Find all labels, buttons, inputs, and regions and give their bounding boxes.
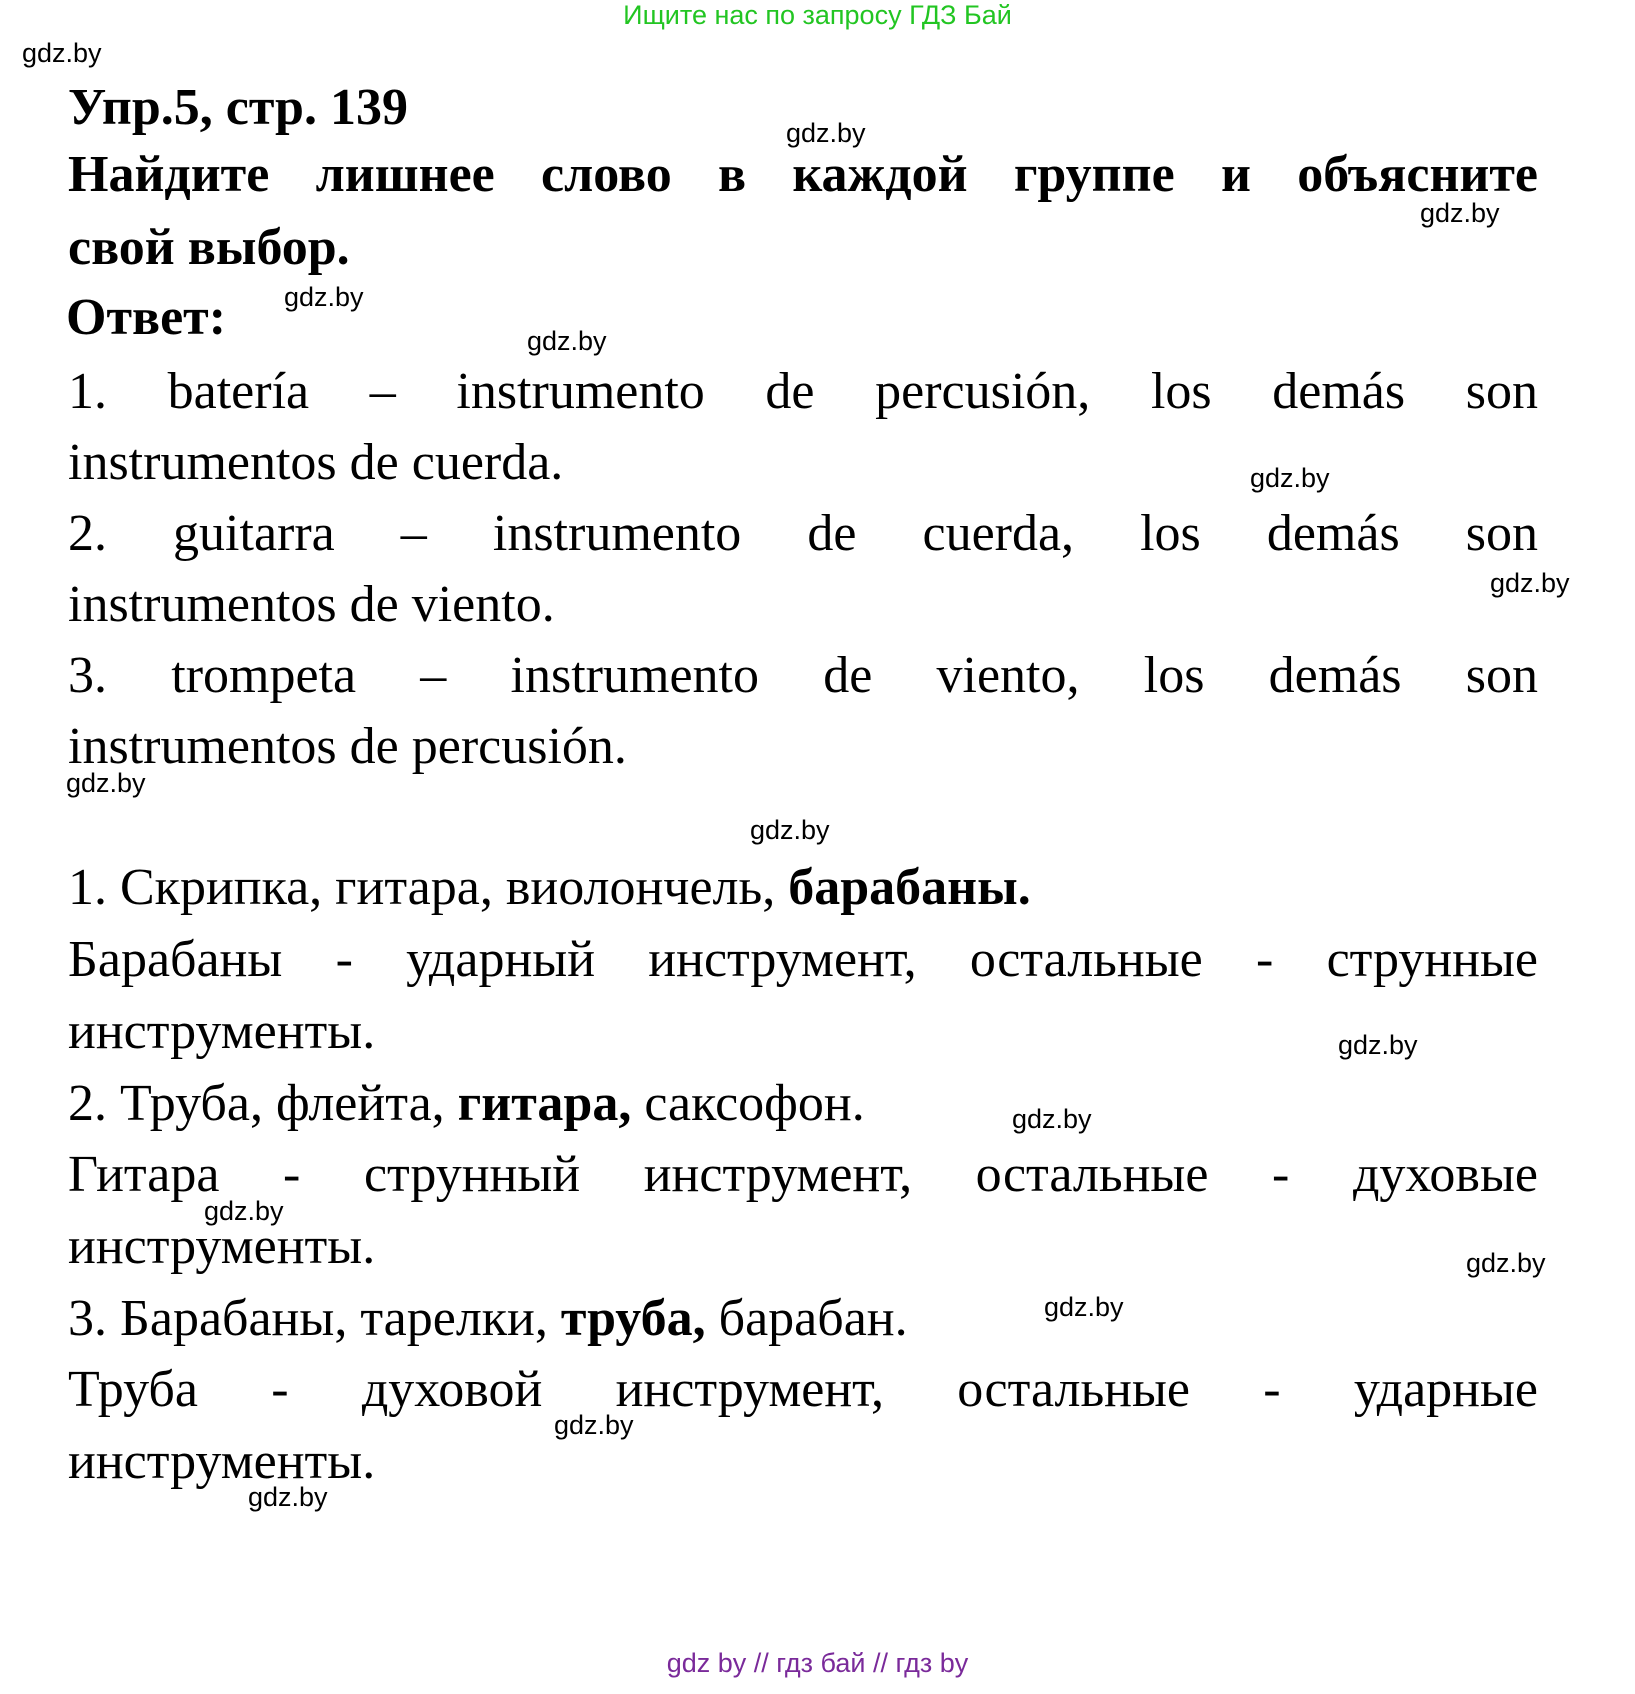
ru-group-1-odd-word: барабаны. bbox=[788, 859, 1031, 916]
es-answer-1-line-1: 1. batería – instrumento de percusión, los demás son bbox=[68, 363, 1538, 420]
ru-explanation-2-line-1: Гитара - струнный инструмент, остальные - духовые bbox=[68, 1146, 1538, 1203]
answer-label: Ответ: bbox=[66, 289, 227, 346]
watermark: gdz.by bbox=[1012, 1104, 1092, 1134]
exercise-title: Упр.5, стр. 139 bbox=[68, 79, 408, 136]
es-answer-1-line-2: instrumentos de cuerda. bbox=[68, 434, 564, 491]
ru-group-3-words: 3. Барабаны, тарелки, bbox=[68, 1290, 561, 1347]
watermark: gdz.by bbox=[554, 1410, 634, 1440]
watermark: gdz.by bbox=[1044, 1292, 1124, 1322]
es-answer-2-line-1: 2. guitarra – instrumento de cuerda, los demás son bbox=[68, 505, 1538, 562]
watermark: gdz.by bbox=[1490, 568, 1570, 598]
watermark: gdz.by bbox=[204, 1196, 284, 1226]
watermark: gdz.by bbox=[786, 118, 866, 148]
ru-group-2-words: 2. Труба, флейта, bbox=[68, 1075, 458, 1132]
ru-group-1-words: 1. Скрипка, гитара, виолончель, bbox=[68, 859, 789, 916]
ru-group-3-odd-word: труба, bbox=[560, 1290, 706, 1347]
ru-explanation-2-line-2: инструменты. bbox=[68, 1218, 376, 1275]
watermark: gdz.by bbox=[1420, 198, 1500, 228]
ru-group-2 bbox=[68, 1074, 865, 1133]
ru-group-2-odd-word: гитара, bbox=[457, 1075, 632, 1132]
footer-links: gdz by // гдз бай // гдз by bbox=[666, 1648, 969, 1678]
watermark: gdz.by bbox=[22, 38, 102, 68]
watermark: gdz.by bbox=[66, 768, 146, 798]
watermark: gdz.by bbox=[1338, 1030, 1418, 1060]
task-line-1: Найдите лишнее слово в каждой группе и объясните bbox=[68, 146, 1538, 203]
watermark: gdz.by bbox=[1250, 463, 1330, 493]
ru-group-3-tail: барабан. bbox=[705, 1290, 908, 1347]
search-banner: Ищите нас по запросу ГДЗ Бай bbox=[623, 0, 1012, 30]
ru-explanation-1-line-1: Барабаны - ударный инструмент, остальные - струнные bbox=[68, 931, 1538, 988]
ru-group-1 bbox=[68, 858, 1031, 917]
es-answer-3-line-2: instrumentos de percusión. bbox=[68, 718, 627, 775]
ru-explanation-3-line-2: инструменты. bbox=[68, 1433, 376, 1490]
ru-group-2-tail: саксофон. bbox=[631, 1075, 865, 1132]
ru-group-3 bbox=[68, 1289, 908, 1348]
es-answer-2-line-2: instrumentos de viento. bbox=[68, 576, 555, 633]
task-line-2: свой выбор. bbox=[68, 219, 350, 276]
es-answer-3-line-1: 3. trompeta – instrumento de viento, los demás son bbox=[68, 647, 1538, 704]
ru-explanation-3-line-1: Труба - духовой инструмент, остальные - ударные bbox=[68, 1361, 1538, 1418]
watermark: gdz.by bbox=[750, 815, 830, 845]
watermark: gdz.by bbox=[248, 1482, 328, 1512]
watermark: gdz.by bbox=[1466, 1248, 1546, 1278]
watermark: gdz.by bbox=[527, 326, 607, 356]
ru-explanation-1-line-2: инструменты. bbox=[68, 1003, 376, 1060]
watermark: gdz.by bbox=[284, 282, 364, 312]
